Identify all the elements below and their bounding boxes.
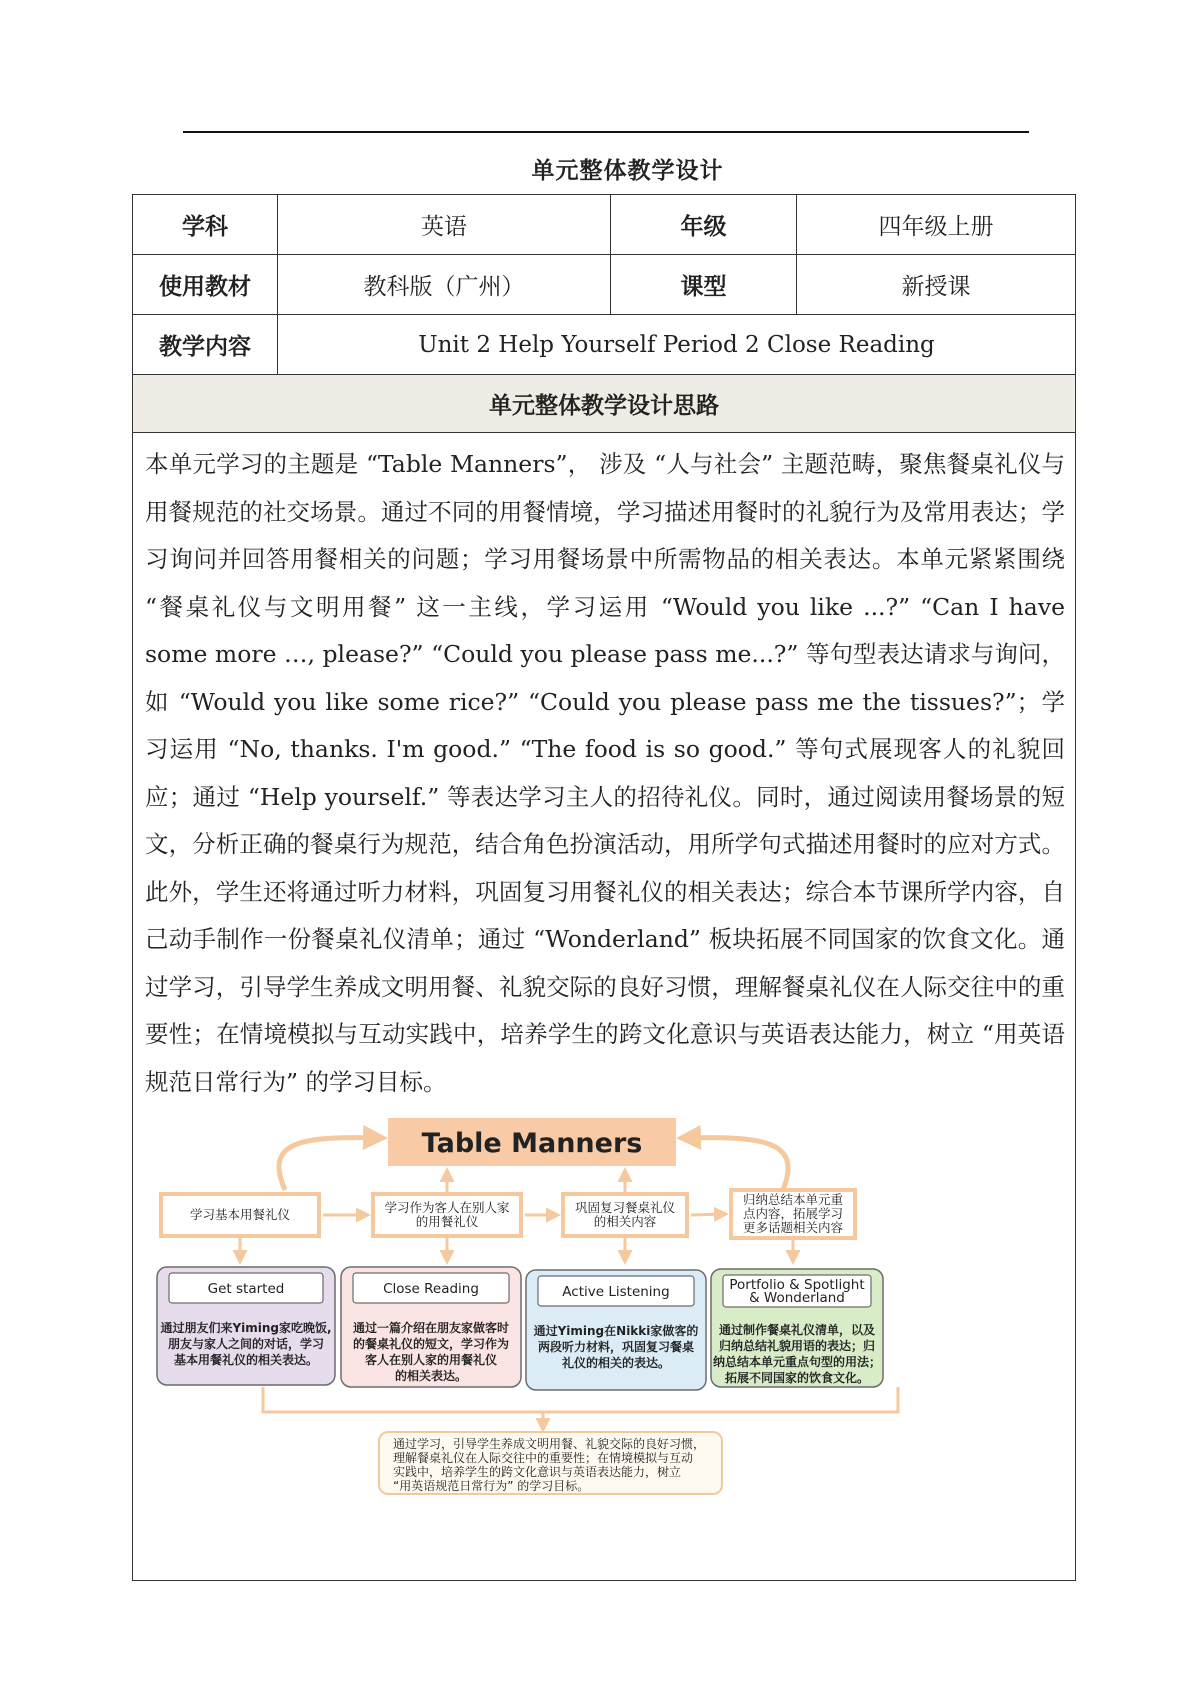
document-title: 单元整体教学设计 — [531, 157, 724, 184]
goal-side-arrow — [691, 1214, 726, 1215]
grade-label: 年级 — [611, 195, 797, 255]
table-row — [133, 255, 1076, 315]
loop-arrow-right — [681, 1138, 788, 1190]
goal-text: 归纳总结本单元重点内容，拓展学习更多话题相关内容 — [742, 1192, 844, 1235]
goal-text: 学习作为客人在别人家的用餐礼仪 — [384, 1200, 510, 1229]
table-row — [133, 375, 1076, 433]
top-rule — [183, 131, 1029, 133]
loop-arrow-left — [279, 1138, 383, 1190]
stage-label: Close Reading — [383, 1281, 479, 1297]
goal-row — [161, 1170, 855, 1262]
textbook-label: 使用教材 — [133, 255, 278, 315]
table-row — [133, 433, 1076, 1581]
textbook-value: 教科版（广州） — [278, 255, 611, 315]
content-value: Unit 2 Help Yourself Period 2 Close Reading — [278, 315, 1076, 375]
stage-description: 通过朋友们来Yiming家吃晚饭,朋友与家人之间的对话，学习基本用餐礼仪的相关表达。 — [160, 1321, 332, 1367]
stage-label: Active Listening — [562, 1284, 670, 1300]
subject-value: 英语 — [278, 195, 611, 255]
diagram-title: Table Manners — [421, 1128, 643, 1159]
lesson-info-table — [132, 194, 1076, 1581]
stage-description: 通过制作餐桌礼仪清单，以及归纳总结礼貌用语的表达；归纳总结本单元重点句型的用法；拓展不同国家的饮食文化。 — [712, 1323, 882, 1385]
stage-description: 通过一篇介绍在朋友家做客时的餐桌礼仪的短文，学习作为客人在别人家的用餐礼仪的相关表达。 — [352, 1321, 510, 1383]
table-row — [133, 195, 1076, 255]
stage-label: Get started — [207, 1281, 285, 1297]
content-label: 教学内容 — [133, 315, 278, 375]
subject-label: 学科 — [133, 195, 278, 255]
stage-description: 通过Yiming在Nikki家做客的两段听力材料，巩固复习餐桌礼仪的相关的表达。 — [533, 1324, 699, 1370]
summary-text: 通过学习，引导学生养成文明用餐、礼貌交际的良好习惯，理解餐桌礼仪在人际交往中的重要性；在情境模拟与互动实践中，培养学生的跨文化意识与英语表达能力，树立“用英语规范日常行为” 的学习目标。 — [393, 1437, 706, 1493]
unit-structure-diagram — [143, 1112, 1083, 1537]
design-rationale-paragraph: 本单元学习的主题是 “Table Manners”， 涉及 “人与社会” 主题范畴，聚焦餐桌礼仪与用餐规范的社交场景。通过不同的用餐情境，学习描述用餐时的礼貌行为及常用表达；学习询问并回答用餐相关的问题；学习用餐场景中所需物品的相关表达。本单元紧紧围绕 “餐桌礼仪与文明用餐” 这一主线，学习运用 “Would you like ...?” “Can I have some more …, please?” “Could you please pass me...?” 等句型表达请求与询问，如 “Would you like some rice?” “Could you please pass me the tissues?”；学习运用 “No, thanks. I'm good.” “The food is so good.” 等句式展现客人的礼貌回应；通过 “Help yourself.” 等表达学习主人的招待礼仪。同时，通过阅读用餐场景的短文，分析正确的餐桌行为规范，结合角色扮演活动，用所学句式描述用餐时的应对方式。此外，学生还将通过听力材料，巩固复习用餐礼仪的相关表达；综合本节课所学内容，自己动手制作一份餐桌礼仪清单；通过 “Wonderland” 板块拓展不同国家的饮食文化。通过学习，引导学生养成文明用餐、礼貌交际的良好习惯，理解餐桌礼仪在人际交往中的重要性；在情境模拟与互动实践中，培养学生的跨文化意识与英语表达能力，树立 “用英语规范日常行为” 的学习目标。 — [145, 450, 1065, 1096]
goal-text: 巩固复习餐桌礼仪的相关内容 — [574, 1200, 676, 1229]
stage-label: Portfolio & Spotlight & Wonderland — [729, 1277, 865, 1306]
goal-text: 学习基本用餐礼仪 — [189, 1207, 291, 1222]
table-row — [133, 315, 1076, 375]
lesson-type-value: 新授课 — [797, 255, 1076, 315]
stage-row — [157, 1267, 883, 1390]
grade-value: 四年级上册 — [797, 195, 1076, 255]
design-rationale-cell — [133, 433, 1076, 1581]
lesson-type-label: 课型 — [611, 255, 797, 315]
section-heading: 单元整体教学设计思路 — [133, 375, 1076, 433]
